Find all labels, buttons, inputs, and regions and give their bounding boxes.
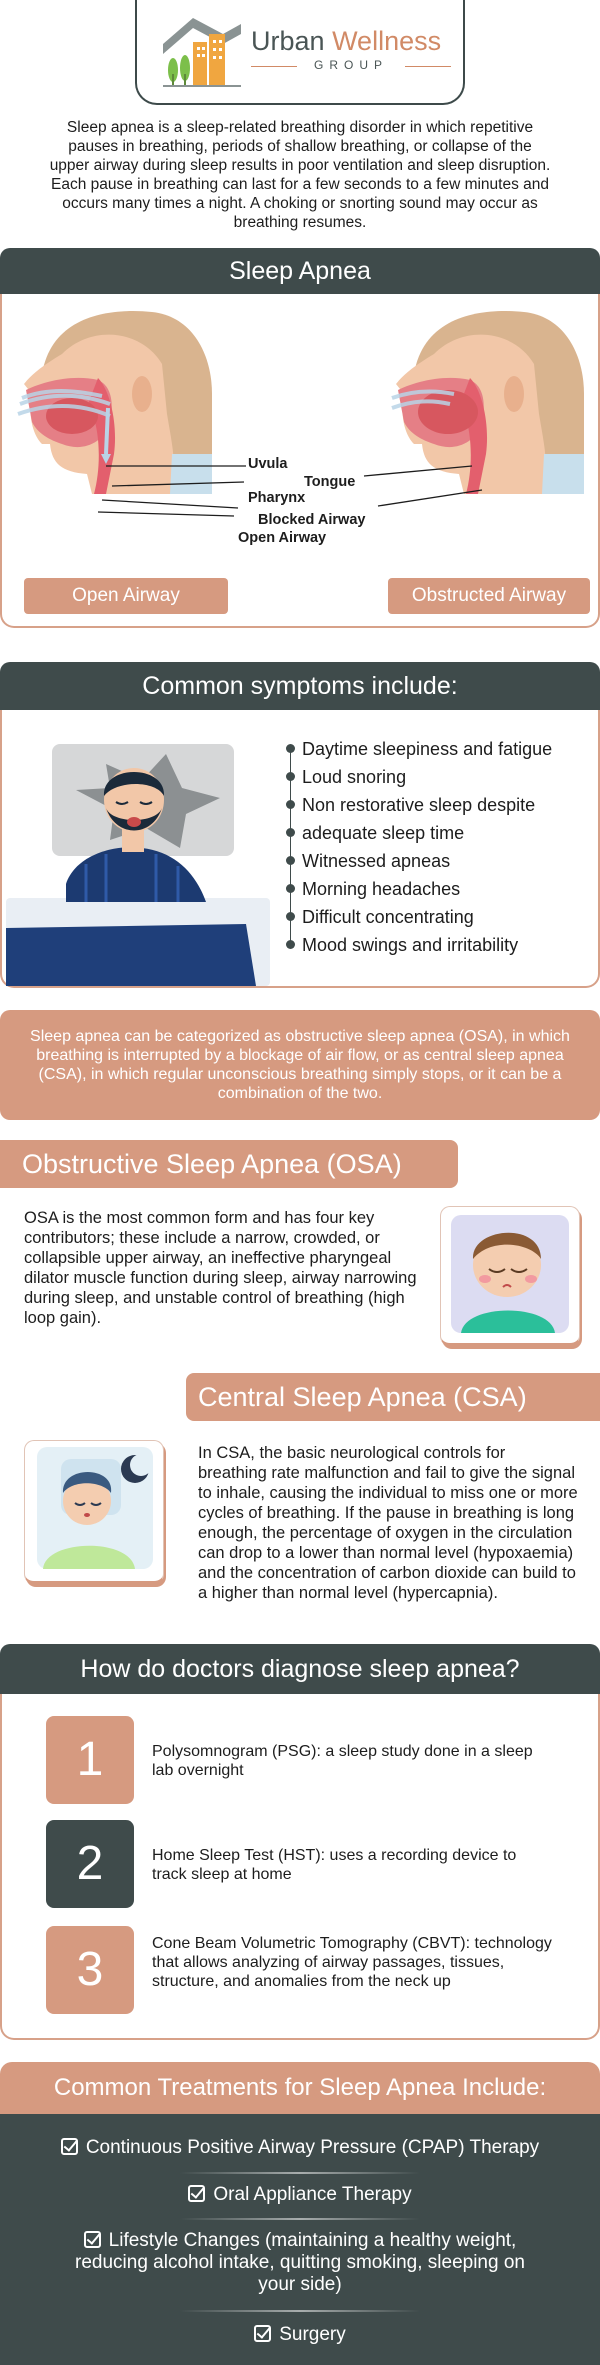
- symptoms-panel: [0, 710, 600, 988]
- label-tongue: Tongue: [304, 474, 356, 490]
- obstructed-airway-head-illustration: [392, 311, 584, 494]
- section-title-diagnose: How do doctors diagnose sleep apnea?: [0, 1644, 600, 1694]
- brand-subtitle: GROUP: [251, 58, 451, 72]
- csa-paragraph: In CSA, the basic neurological controls for breathing rate malfunction and fail to give the signal to inhale, causing the individual to miss one or more cycles of breathing. If the pause in breathing is long enough, the percentage of oxygen in the circulation can drop to a lower than normal level (hypoxaemia) and the concentration of carbon dioxide can build to a higher than normal level (hypercapnia).: [198, 1444, 578, 1602]
- sleeping-man-illustration: [6, 724, 270, 986]
- section-title-treatments: Common Treatments for Sleep Apnea Include:: [0, 2062, 600, 2114]
- categories-note: Sleep apnea can be categorized as obstructive sleep apnea (OSA), in which breathing is interrupted by a blockage of air flow, or as central sleep apnea (CSA), in which regular unconscious breathing simply stops, or it can be a combination of the two.: [0, 1010, 600, 1120]
- osa-illustration-card: [440, 1206, 580, 1346]
- checkbox-icon: [188, 2185, 205, 2202]
- diagnose-panel: [0, 1694, 600, 2040]
- step-text-2: Home Sleep Test (HST): uses a recording device to track sleep at home: [152, 1847, 517, 1883]
- list-item: Mood swings and irritability: [290, 932, 552, 960]
- sleep-apnea-panel: [0, 294, 600, 628]
- list-item: Witnessed apneas: [290, 848, 552, 876]
- logo: [135, 0, 465, 105]
- treatment-item: Continuous Positive Airway Pressure (CPAP) Therapy: [0, 2137, 600, 2159]
- divider: [180, 2172, 420, 2174]
- airway-illustration: [2, 294, 598, 626]
- label-blocked-airway: Blocked Airway: [258, 512, 366, 528]
- step-number-1: 1: [46, 1716, 134, 1804]
- tag-obstructed-airway: Obstructed Airway: [388, 578, 590, 614]
- label-uvula: Uvula: [248, 456, 288, 472]
- tag-open-airway: Open Airway: [24, 578, 228, 614]
- section-title-osa: Obstructive Sleep Apnea (OSA): [0, 1140, 458, 1188]
- label-pharynx: Pharynx: [248, 490, 306, 506]
- brand-name: Urban Wellness: [251, 26, 442, 56]
- list-item: Daytime sleepiness and fatigue: [290, 736, 552, 764]
- step-number-2: 2: [46, 1820, 134, 1908]
- treatment-item: Oral Appliance Therapy: [0, 2184, 600, 2206]
- list-item: Morning headaches: [290, 876, 552, 904]
- csa-illustration-card: [24, 1440, 164, 1584]
- city-buildings-icon: [163, 14, 241, 90]
- divider: [180, 2310, 420, 2312]
- treatment-item: Lifestyle Changes (maintaining a healthy weight, reducing alcohol intake, quitting smoking, sleeping on your side): [75, 2230, 525, 2295]
- section-title-symptoms: Common symptoms include:: [0, 662, 600, 710]
- list-item: Loud snoring: [290, 764, 552, 792]
- sleeping-woman-illustration: [25, 1441, 163, 1579]
- step-text-3: Cone Beam Volumetric Tomography (CBVT): technology that allows analyzing of airway passages, tissues, structure, and anomalies from the neck up: [152, 1935, 552, 1990]
- treatment-item: Surgery: [0, 2324, 600, 2346]
- divider: [180, 2218, 420, 2220]
- checkbox-icon: [84, 2231, 101, 2248]
- step-number-3: 3: [46, 1926, 134, 2014]
- checkbox-icon: [61, 2138, 78, 2155]
- list-item: adequate sleep time: [290, 820, 552, 848]
- list-item: Difficult concentrating: [290, 904, 552, 932]
- symptoms-list: [290, 736, 552, 960]
- osa-paragraph: OSA is the most common form and has four key contributors; these include a narrow, crowded, or collapsible upper airway, an ineffective pharyngeal dilator muscle function during sleep, airway narrowing during sleep, and unstable control of breathing (high loop gain).: [24, 1209, 417, 1327]
- label-open-airway: Open Airway: [238, 530, 327, 546]
- list-item: Non restorative sleep despite: [290, 792, 552, 820]
- sleeping-child-illustration: [441, 1207, 579, 1341]
- section-title-sleep-apnea: Sleep Apnea: [0, 248, 600, 294]
- checkbox-icon: [254, 2325, 271, 2342]
- section-title-csa: Central Sleep Apnea (CSA): [186, 1373, 600, 1421]
- intro-paragraph: Sleep apnea is a sleep-related breathing disorder in which repetitive pauses in breathing, periods of shallow breathing, or collapse of the upper airway during sleep results in poor ventilation and sleep disruption. Each pause in breathing can last for a few seconds to a few minutes and occurs many times a night. A choking or snorting sound may occur as breathing resumes.: [49, 119, 551, 231]
- step-text-1: Polysomnogram (PSG): a sleep study done in a sleep lab overnight: [152, 1743, 533, 1779]
